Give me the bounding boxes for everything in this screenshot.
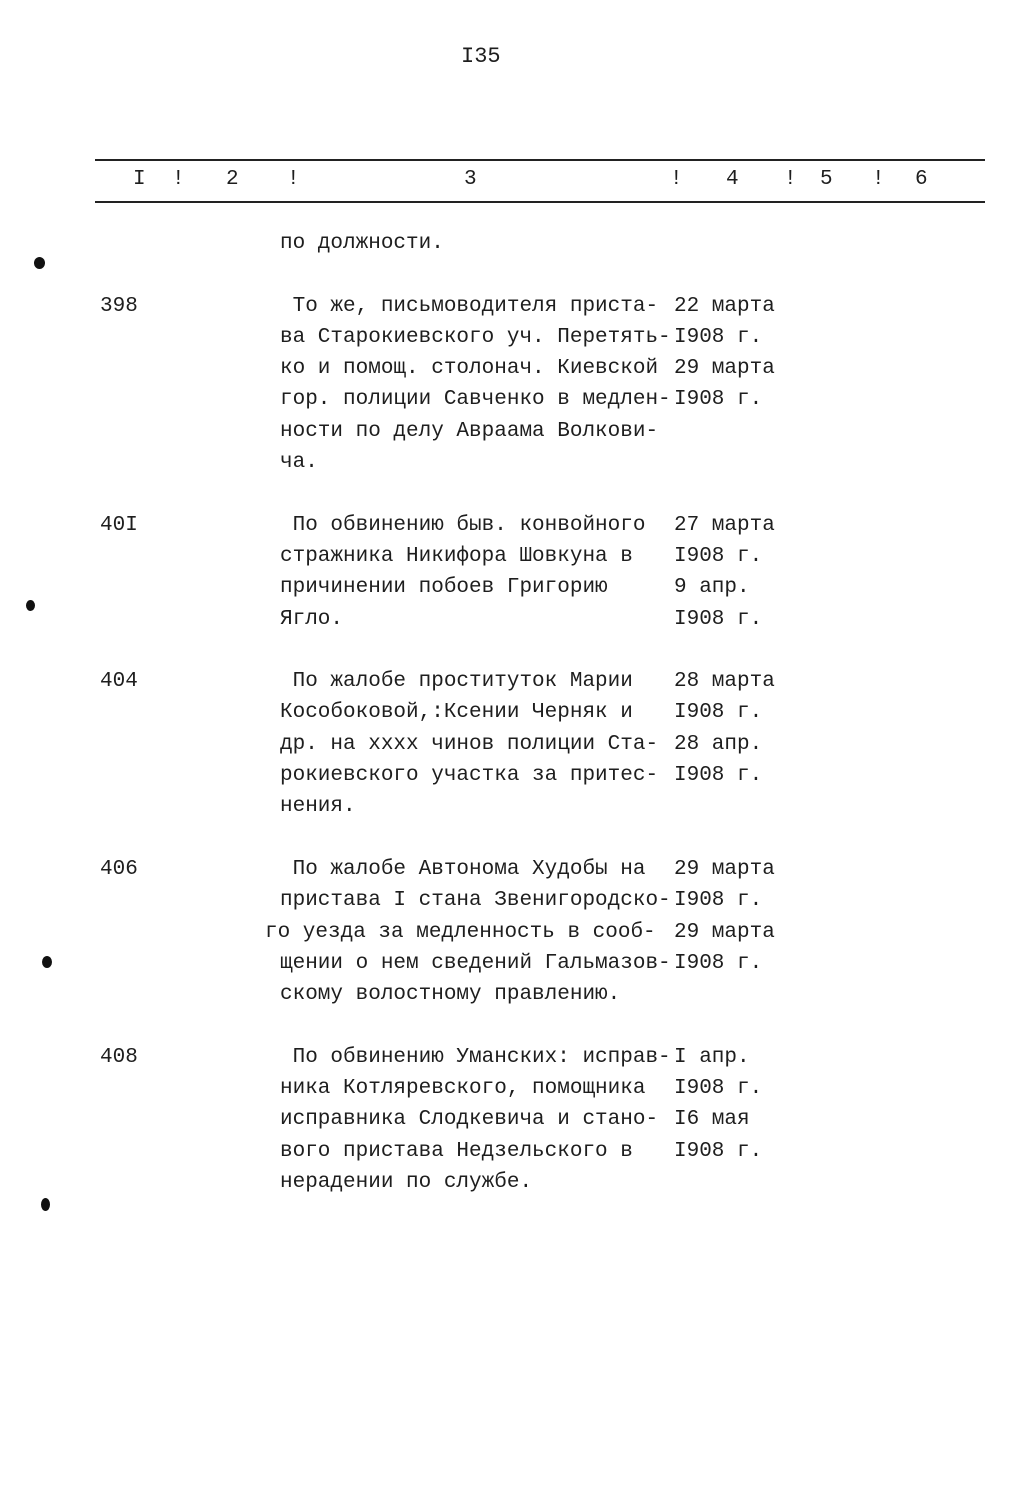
- entry-description: причинении побоев Григорию: [280, 576, 608, 600]
- entry-date: I908 г.: [674, 764, 763, 788]
- entry-description: го уезда за медленность в сооб-: [265, 920, 656, 944]
- punch-mark: [41, 1198, 50, 1211]
- entry-date: 29 марта: [674, 357, 775, 381]
- entry-line: [0, 388, 1024, 419]
- entry: [0, 670, 1024, 826]
- entry-line: [0, 326, 1024, 357]
- page-number: I35: [461, 44, 501, 69]
- entry-line: [0, 952, 1024, 983]
- table-header-top-rule: [95, 159, 985, 161]
- entry-description: вого пристава Недзельского в: [280, 1139, 633, 1163]
- entry-date: 28 марта: [674, 670, 775, 694]
- entry-description: нерадении по службе.: [280, 1170, 533, 1194]
- entry-date: 9 апр.: [674, 576, 750, 600]
- entry: [0, 295, 1024, 483]
- entry-line: [0, 764, 1024, 795]
- entry-description: нения.: [280, 795, 356, 819]
- entry-date: I908 г.: [674, 889, 763, 913]
- column-separator: !: [670, 168, 683, 191]
- entry-line: [0, 1077, 1024, 1108]
- entry-line: [0, 701, 1024, 732]
- entry-date: I апр.: [674, 1045, 750, 1069]
- entry-description: ко и помощ. столонач. Киевской: [280, 357, 659, 381]
- entry-line: [0, 420, 1024, 451]
- entry-description: Ягло.: [280, 607, 344, 631]
- table-header-bottom-rule: [95, 201, 985, 203]
- entry-number: 398: [100, 294, 138, 318]
- entry-line: [0, 295, 1024, 326]
- entry-description: щении о нем сведений Гальмазов-: [280, 951, 671, 975]
- column-separator: !: [872, 168, 885, 191]
- entry-number: 40I: [100, 513, 138, 537]
- entry-description: ча.: [280, 451, 318, 475]
- entry-line: [0, 670, 1024, 701]
- entry-date: 22 марта: [674, 294, 775, 318]
- entry-line: [0, 921, 1024, 952]
- entry-line: [0, 451, 1024, 482]
- column-separator: !: [172, 168, 185, 191]
- column-header: 5: [820, 168, 833, 191]
- column-header: 3: [464, 168, 477, 191]
- entry: [0, 1046, 1024, 1202]
- entry-description: гор. полиции Савченко в медлен-: [280, 388, 671, 412]
- entry-line: [0, 576, 1024, 607]
- entry-date: 27 марта: [674, 513, 775, 537]
- entry-date: I908 г.: [674, 544, 763, 568]
- entry-line: [0, 1108, 1024, 1139]
- entry-description: ва Старокиевского уч. Перетять-: [280, 325, 671, 349]
- entry-description: скому волостному правлению.: [280, 983, 621, 1007]
- entry-description: рокиевского участка за притес-: [280, 764, 659, 788]
- entry-description: По обвинению Уманских: исправ-: [280, 1045, 671, 1069]
- punch-mark: [26, 600, 35, 611]
- column-separator: !: [287, 168, 300, 191]
- entry-description: ности по делу Авраама Волкови-: [280, 419, 659, 443]
- entry-line: [0, 608, 1024, 639]
- entry-line: [0, 733, 1024, 764]
- entry-date: I908 г.: [674, 951, 763, 975]
- entry-description: По жалобе Автонома Худобы на: [280, 857, 646, 881]
- entry-description: др. на хххх чинов полиции Ста-: [280, 732, 659, 756]
- punch-mark: [42, 956, 52, 968]
- entry-line: [0, 1140, 1024, 1171]
- document-body: [0, 232, 1024, 1234]
- column-header: 6: [915, 168, 928, 191]
- entry-description: стражника Никифора Шовкуна в: [280, 544, 633, 568]
- entry-line: [0, 1171, 1024, 1202]
- punch-mark: [34, 257, 45, 269]
- entry: [0, 858, 1024, 1014]
- entry-number: 406: [100, 857, 138, 881]
- continuation-line: [0, 232, 1024, 263]
- entry-date: I908 г.: [674, 388, 763, 412]
- column-header: 2: [226, 168, 239, 191]
- entry: [0, 514, 1024, 639]
- entry-date: 29 марта: [674, 920, 775, 944]
- entry-description: ника Котляревского, помощника: [280, 1077, 646, 1101]
- entry-description: По обвинению быв. конвойного: [280, 513, 646, 537]
- entry-number: 408: [100, 1045, 138, 1069]
- entry-line: [0, 858, 1024, 889]
- entry-line: [0, 514, 1024, 545]
- column-header: 4: [726, 168, 739, 191]
- entry-line: [0, 1046, 1024, 1077]
- entry-date: 28 апр.: [674, 732, 763, 756]
- entry-date: I908 г.: [674, 701, 763, 725]
- entry-description: То же, письмоводителя приста-: [280, 294, 659, 318]
- continuation-text: по должности.: [280, 232, 444, 255]
- entry-line: [0, 889, 1024, 920]
- entry-date: I908 г.: [674, 607, 763, 631]
- column-header: I: [133, 168, 146, 191]
- entry-date: I908 г.: [674, 1077, 763, 1101]
- entry-date: I6 мая: [674, 1108, 750, 1132]
- entry-description: По жалобе проституток Марии: [280, 670, 633, 694]
- entry-line: [0, 545, 1024, 576]
- entry-description: исправника Слодкевича и стано-: [280, 1108, 659, 1132]
- entry-line: [0, 357, 1024, 388]
- entry-line: [0, 983, 1024, 1014]
- column-separator: !: [784, 168, 797, 191]
- entry-date: I908 г.: [674, 1139, 763, 1163]
- entry-number: 404: [100, 670, 138, 694]
- entry-line: [0, 795, 1024, 826]
- entry-description: пристава I стана Звенигородско-: [280, 889, 671, 913]
- entry-date: I908 г.: [674, 325, 763, 349]
- entry-date: 29 марта: [674, 857, 775, 881]
- entry-description: Кособоковой,:Ксении Черняк и: [280, 701, 633, 725]
